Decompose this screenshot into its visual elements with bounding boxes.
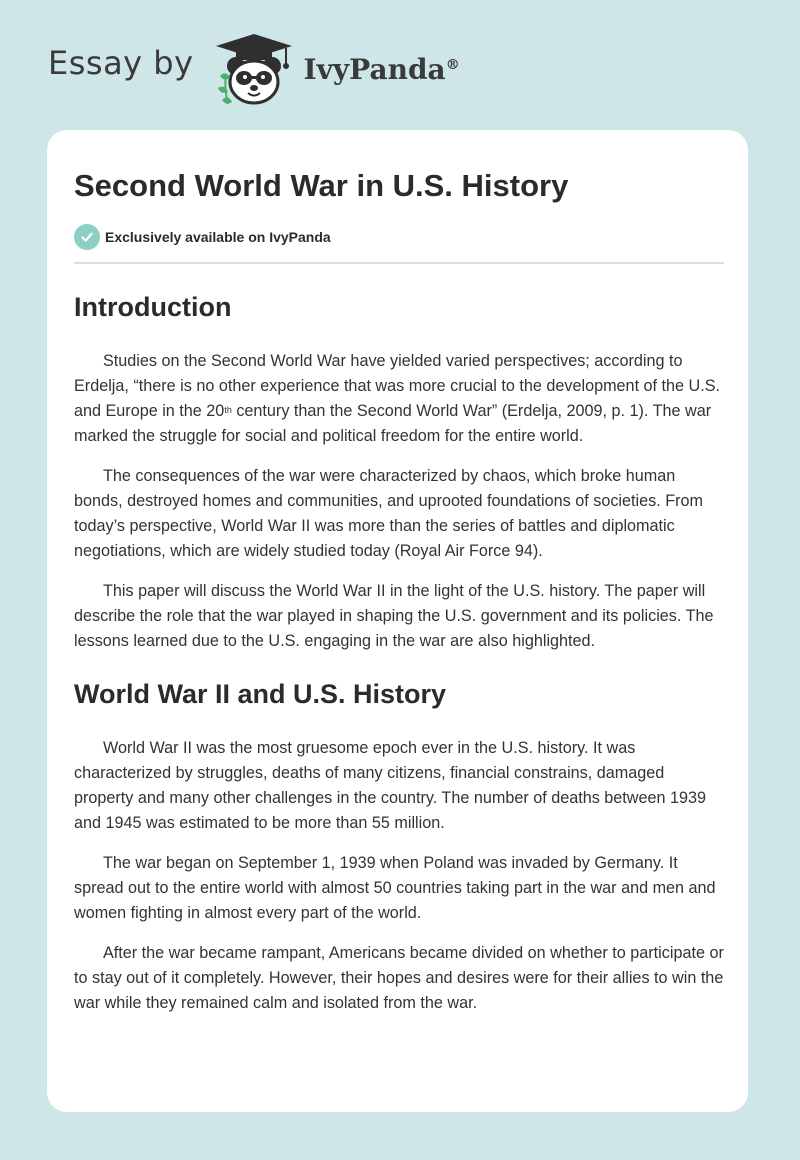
panda-logo-icon <box>206 30 302 110</box>
brand-name: IvyPanda® <box>303 52 460 86</box>
paragraph: After the war became rampant, Americans became divided on whether to participate or to stay out of it completely. However, their hopes and desires were for their allies to win the war while they remained calm and isolated from the war. <box>74 944 724 1012</box>
paragraph: The war began on September 1, 1939 when Poland was invaded by Germany. It spread out to the entire world with almost 50 countries taking part in the war and men and women fighting in almost every part of the world. <box>74 854 716 922</box>
exclusive-badge <box>74 224 722 250</box>
check-icon <box>74 224 100 250</box>
paragraph: This paper will discuss the World War II in the light of the U.S. history. The paper will describe the role that the war played in shaping the U.S. government and its policies. The lessons learned due to the U.S. engaging in the war are also highlighted. <box>74 582 714 650</box>
divider <box>74 262 724 264</box>
ivypanda-logo[interactable] <box>206 30 460 110</box>
page-title: Second World War in U.S. History <box>74 168 569 203</box>
paragraph: World War II was the most gruesome epoch ever in the U.S. history. It was characterized by struggles, deaths of many citizens, financial constrains, damaged property and many other challenges in the country. The number of deaths between 1939 and 1945 was estimated to be more than 55 million. <box>74 739 707 832</box>
section-heading-world-war-ii: World War II and U.S. History <box>74 679 447 709</box>
paragraph: The consequences of the war were characterized by chaos, which broke human bonds, destroyed homes and communities, and uprooted foundations of societies. From today’s perspective, World War II was more than the series of battles and diplomatic negotiations, which are widely studied today (Royal Air Force 94). <box>74 467 703 560</box>
essay-by-label: Essay by <box>48 44 194 82</box>
essay-card <box>47 130 748 1112</box>
paragraph: Studies on the Second World War have yielded varied perspectives; according to Erdelja, “there is no other experience that was more crucial to the development of the U.S. and Europe in the 20th century than the Second World War” (Erdelja, 2009, p. 1). The war marked the struggle for social and political freedom for the entire world. <box>74 352 721 445</box>
badge-label: Exclusively available on IvyPanda <box>105 229 331 245</box>
section-heading-introduction: Introduction <box>74 292 232 322</box>
site-header <box>48 30 460 110</box>
